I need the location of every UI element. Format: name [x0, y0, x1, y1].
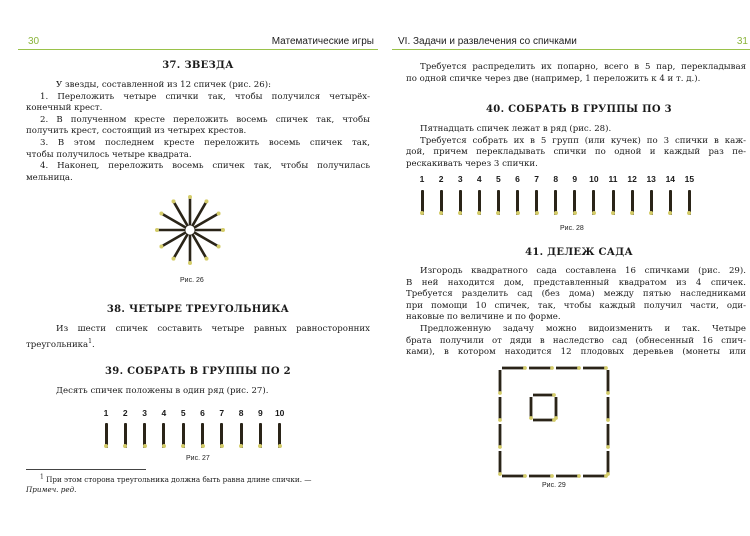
text-line: наковые по величине и по форме. — [406, 312, 561, 323]
match-number: 9 — [258, 408, 263, 418]
text-line: получить крест, состоящий из четырех крестов. — [26, 126, 247, 137]
match-head — [217, 212, 221, 216]
figure-caption: Рис. 28 — [560, 225, 584, 232]
match-number: 8 — [553, 174, 559, 184]
match-head — [498, 391, 502, 395]
page-number: 31 — [736, 36, 748, 47]
match-head — [552, 393, 556, 397]
garden-figure — [496, 364, 614, 474]
text-line: 1. Переложить четыре спички так, чтобы получился четырёх- — [40, 91, 370, 102]
match — [162, 423, 165, 448]
match — [240, 423, 243, 448]
figure-caption: Рис. 26 — [180, 277, 204, 284]
text-line: Предложенную задачу можно видоизменить и так. Четыре — [420, 323, 746, 334]
match-number: 6 — [515, 174, 520, 184]
match-number: 13 — [646, 174, 656, 184]
running-title: Математические игры — [271, 36, 374, 47]
match — [278, 423, 281, 448]
footnote-rule — [26, 469, 146, 470]
match — [669, 190, 672, 215]
right-page-header — [392, 34, 750, 50]
text-line: Требуется собрать их в 5 групп (или кучек) по 3 спички в каж- — [420, 135, 746, 146]
section-heading-groups2: 39. СОБРАТЬ В ГРУППЫ ПО 2 — [105, 366, 291, 377]
running-title: VI. Задачи и развлечения со спичками — [398, 36, 577, 47]
text-line: В ней находится дом, представленный квадратом из 4 спичек. — [406, 277, 746, 288]
match-head — [188, 195, 192, 199]
footnote-text — [26, 475, 311, 484]
match-number: 10 — [589, 174, 599, 184]
text-line: Изгородь квадратного сада составлена 16 спичками (рис. 29). — [420, 266, 746, 276]
match — [535, 190, 538, 215]
text-line: Пятнадцать спичек лежат в ряд (рис. 28). — [420, 124, 612, 134]
footnote-line: При этом сторона треугольника должна быть равна длине спички. — — [43, 475, 312, 485]
match — [259, 423, 262, 448]
match-head — [523, 474, 527, 478]
match — [573, 190, 576, 215]
match — [124, 423, 127, 448]
triangles-text — [26, 324, 370, 351]
match — [516, 190, 519, 215]
match-head — [188, 261, 192, 265]
match-number: 11 — [608, 174, 618, 184]
match-head — [604, 366, 608, 370]
match-number: 10 — [274, 408, 285, 418]
match — [459, 190, 462, 215]
star-center — [185, 225, 195, 235]
match-head — [205, 257, 209, 261]
match-head — [550, 474, 554, 478]
match — [554, 190, 557, 215]
footnote-mark: 1 — [40, 474, 44, 481]
intro-text — [406, 62, 746, 85]
match — [612, 190, 615, 215]
text-line: дой, причем перекладывать спички по одной и каждый раз пе- — [406, 147, 746, 158]
match-head — [172, 257, 176, 261]
match — [631, 190, 634, 215]
match-head — [221, 228, 225, 232]
text-line: 3. В этом последнем кресте переложить восемь спичек так, — [40, 137, 370, 148]
match-head — [155, 228, 159, 232]
match-number: 3 — [142, 408, 147, 418]
footnote-mark: 1 — [88, 337, 92, 345]
match-head — [550, 366, 554, 370]
match-number: 1 — [419, 174, 425, 184]
match-head — [577, 366, 581, 370]
match-head — [606, 445, 610, 449]
section-heading-star: 37. ЗВЕЗДА — [162, 60, 234, 71]
match-number: 3 — [457, 174, 463, 184]
footnote — [26, 473, 370, 495]
match-head — [498, 418, 502, 422]
text-line: рескакивать через 3 спички. — [406, 158, 538, 169]
match-number: 8 — [238, 408, 244, 418]
header-rule — [392, 49, 750, 50]
text-fragment: . — [92, 339, 95, 350]
page-number: 30 — [28, 36, 40, 47]
match — [201, 423, 204, 448]
right-page — [392, 0, 750, 536]
garden-text — [406, 266, 746, 359]
match-head — [554, 416, 558, 420]
match-head — [498, 445, 502, 449]
match-head — [159, 245, 163, 249]
groups2-text — [56, 386, 376, 398]
star-figure — [155, 195, 225, 265]
text-line: У звезды, составленной из 12 спичек (рис. 26): — [56, 80, 271, 90]
match-head — [529, 416, 533, 420]
text-line: мельница. — [26, 172, 73, 183]
match-head — [205, 199, 209, 203]
text-line: 4. Наконец, переложить восемь спичек так, чтобы получилась — [40, 161, 370, 172]
footnote-editor-note: Примеч. ред. — [26, 485, 77, 495]
match-number: 5 — [180, 408, 186, 418]
match-head — [606, 391, 610, 395]
text-line: чтобы получилось четыре квадрата. — [26, 149, 192, 160]
text-line: Требуется распределить их попарно, всего в 5 пар, перекладывая — [420, 62, 746, 72]
text-line: Из шести спичек составить четыре равных равносторонних — [56, 324, 370, 334]
match — [650, 190, 653, 215]
text-line: 2. В полученном кресте переложить восемь спичек так, чтобы — [40, 114, 370, 125]
match-number: 6 — [200, 408, 205, 418]
match-head — [498, 472, 502, 476]
groups3-text — [406, 124, 746, 170]
match — [688, 190, 691, 215]
match-number: 12 — [627, 174, 637, 184]
match-number: 2 — [122, 408, 128, 418]
text-fragment: треугольника — [26, 339, 89, 350]
text-line: Десять спичек положены в один ряд (рис. 27). — [56, 386, 269, 396]
text-line — [26, 336, 370, 351]
section-heading-garden: 41. ДЕЛЕЖ САДА — [525, 247, 633, 258]
match — [497, 190, 500, 215]
text-line: при помощи 10 спичек, так, чтобы каждый получил части, оди- — [406, 300, 746, 311]
match-number: 4 — [476, 174, 482, 184]
match-number: 14 — [665, 174, 676, 184]
match-head — [159, 212, 163, 216]
match — [220, 423, 223, 448]
match — [592, 190, 595, 215]
header-rule — [18, 49, 378, 50]
match — [182, 423, 185, 448]
match — [440, 190, 443, 215]
text-line: брата получили от дяди в наследство сад (обнесенный 16 спич- — [406, 335, 746, 346]
section-heading-triangles: 38. ЧЕТЫРЕ ТРЕУГОЛЬНИКА — [106, 304, 290, 315]
text-line: конечный крест. — [26, 103, 103, 114]
match-number: 15 — [684, 174, 695, 184]
star-text — [26, 80, 370, 184]
figure-caption: Рис. 29 — [542, 482, 566, 489]
text-line: Требуется разделить сад (без дома) между пятью наследниками — [406, 289, 746, 300]
match-number: 9 — [572, 174, 578, 184]
text-line: по одной спичке через две (например, 1 переложить к 4 и т. д.). — [406, 73, 701, 84]
match-head — [606, 418, 610, 422]
match-number: 2 — [438, 174, 444, 184]
match-number: 4 — [161, 408, 167, 418]
section-heading-groups3: 40. СОБРАТЬ В ГРУППЫ ПО 3 — [486, 104, 672, 115]
left-page — [18, 0, 378, 536]
match-number: 5 — [496, 174, 501, 184]
text-line: ками), в котором находится 12 плодовых деревьев (монеты или — [406, 347, 746, 358]
figure-caption: Рис. 27 — [186, 455, 210, 462]
match-head — [217, 245, 221, 249]
match-head — [577, 474, 581, 478]
match-number: 1 — [103, 408, 109, 418]
match — [478, 190, 481, 215]
match-head — [523, 366, 527, 370]
match-number: 7 — [219, 408, 225, 418]
match — [421, 190, 424, 215]
match-head — [606, 472, 610, 476]
match-number: 7 — [534, 174, 539, 184]
match — [105, 423, 108, 448]
match — [143, 423, 146, 448]
left-page-header — [18, 34, 378, 50]
match-head — [172, 199, 176, 203]
